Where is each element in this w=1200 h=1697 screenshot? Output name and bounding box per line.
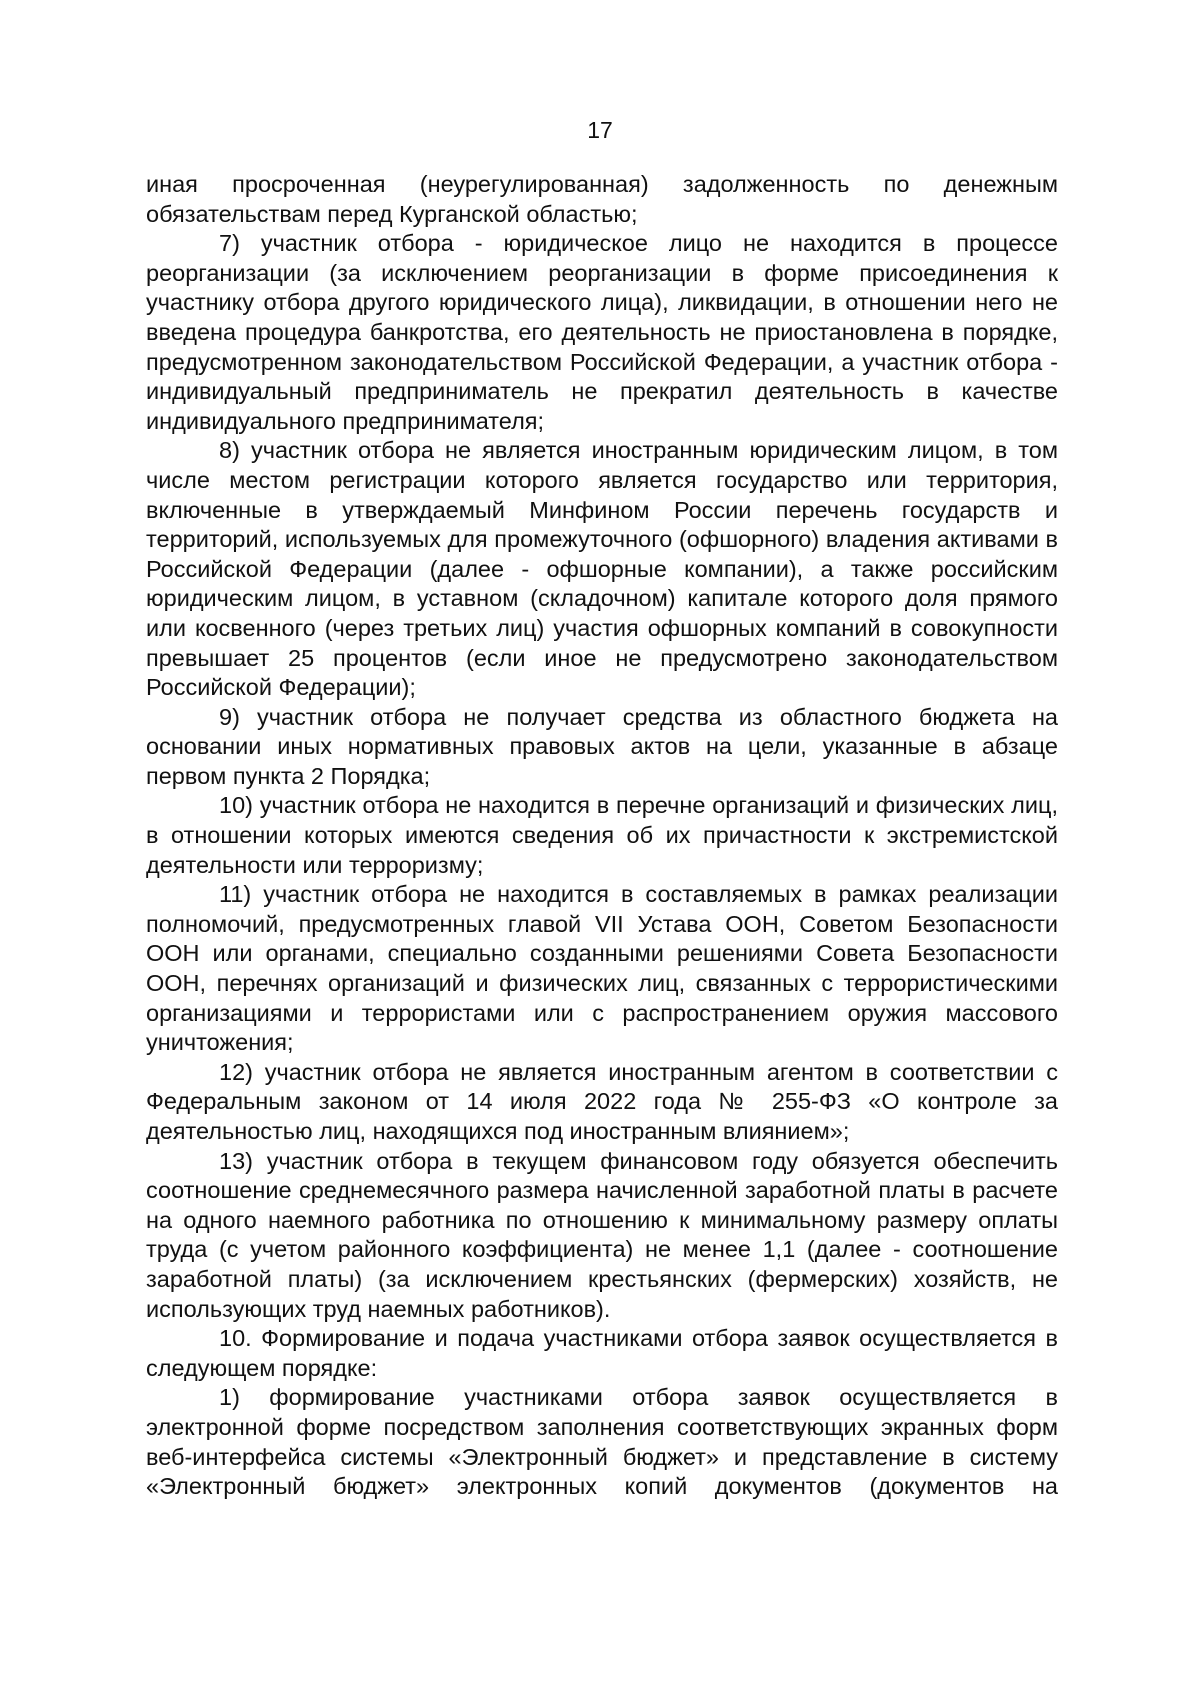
paragraph-item-12: 12) участник отбора не является иностранным агентом в соответствии с Федеральным законом от 14 июля 2022 года № 255-ФЗ «О контроле за деятельностью лиц, находящихся под иностранным влиянием»;: [146, 1058, 1058, 1144]
paragraph-item-7: 7) участник отбора - юридическое лицо не находится в процессе реорганизации (за исключением реорганизации в форме присоединения к участнику отбора другого юридического лица), ликвидации, в отношении него не введена процедура банкротства, его деятельность не приостановлена в порядке, предусмотренном законодательством Российской Федерации, а участник отбора - индивидуальный предприниматель не прекратил деятельность в качестве индивидуального предпринимателя;: [146, 230, 1058, 434]
paragraph-item-8: 8) участник отбора не является иностранным юридическим лицом, в том числе местом регистрации которого является государство или территория, включенные в утверждаемый Минфином России перечень государств и территорий, используемых для промежуточного (офшорного) владения активами в Российской Федерации (далее - офшорные компании), а также российским юридическим лицом, в уставном (складочном) капитале которого доля прямого или косвенного (через третьих лиц) участия офшорных компаний в совокупности превышает 25 процентов (если иное не предусмотрено законодательством Российской Федерации);: [146, 437, 1058, 701]
paragraph-item-9: 9) участник отбора не получает средства из областного бюджета на основании иных нормативных правовых актов на цели, указанные в абзаце первом пункта 2 Порядка;: [146, 703, 1058, 789]
document-body: [146, 170, 1058, 1502]
paragraph-debt-continuation: иная просроченная (неурегулированная) задолженность по денежным обязательствам перед Курганской областью;: [146, 171, 1058, 227]
paragraph-item-10: 10) участник отбора не находится в перечне организаций и физических лиц, в отношении которых имеются сведения об их причастности к экстремистской деятельности или терроризму;: [146, 792, 1058, 878]
paragraph-item-11: 11) участник отбора не находится в составляемых в рамках реализации полномочий, предусмотренных главой VII Устава ООН, Советом Безопасности ООН или органами, специально созданными решениями Совета Безопасности ООН, перечнях организаций и физических лиц, связанных с террористическими организациями и террористами или с распространением оружия массового уничтожения;: [146, 881, 1058, 1056]
paragraph-item-13: 13) участник отбора в текущем финансовом году обязуется обеспечить соотношение среднемесячного размера начисленной заработной платы в расчете на одного наемного работника по отношению к минимальному размеру оплаты труда (с учетом районного коэффициента) не менее 1,1 (далее - соотношение заработной платы) (за исключением крестьянских (фермерских) хозяйств, не использующих труд наемных работников).: [146, 1147, 1058, 1322]
paragraph-section-10: 10. Формирование и подача участниками отбора заявок осуществляется в следующем порядке:: [146, 1325, 1058, 1381]
paragraph-section-10-item-1: 1) формирование участниками отбора заявок осуществляется в электронной форме посредством заполнения соответствующих экранных форм веб-интерфейса системы «Электронный бюджет» и представление в систему «Электронный бюджет» электронных копий документов (документов на: [146, 1384, 1058, 1500]
page-number: 17: [587, 117, 613, 143]
